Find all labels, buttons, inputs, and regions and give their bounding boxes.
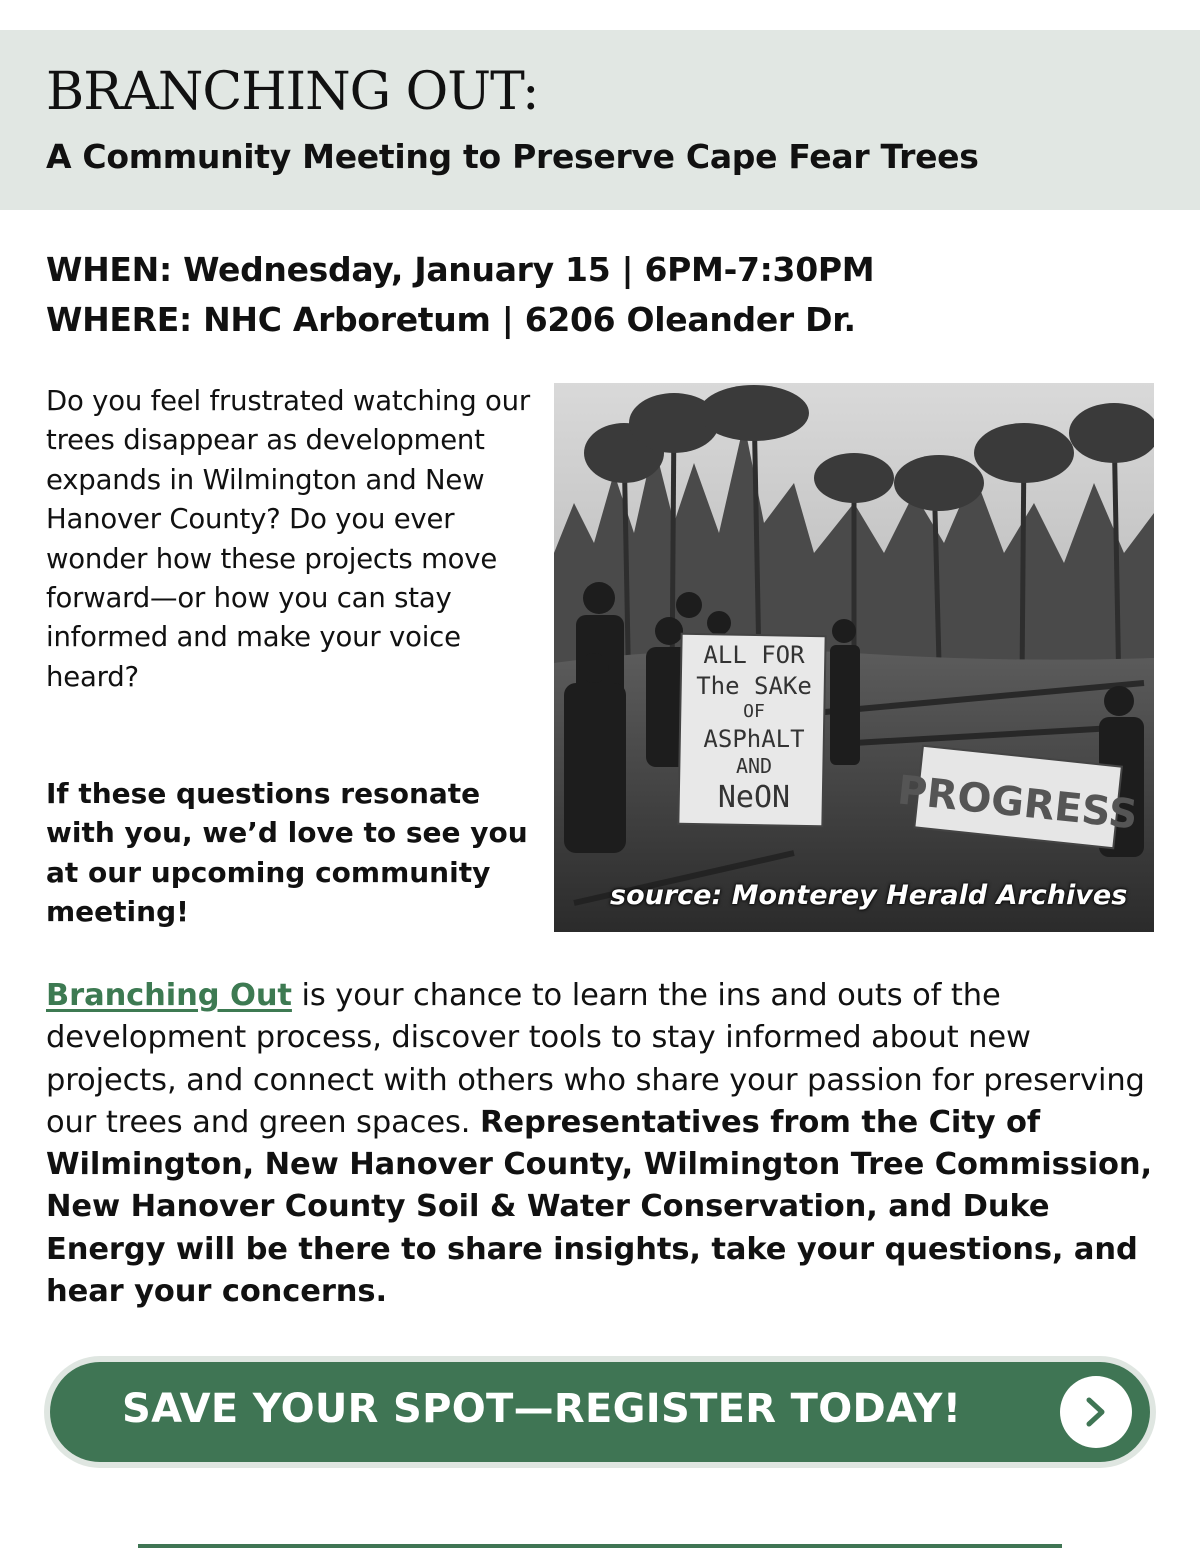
svg-text:AND: AND (735, 754, 773, 778)
protest-photo-illustration (554, 383, 1154, 932)
chevron-right-icon (1082, 1396, 1110, 1428)
branching-out-link[interactable]: Branching Out (46, 978, 292, 1013)
svg-text:OF: OF (743, 701, 765, 722)
event-when: WHEN: Wednesday, January 15 | 6PM-7:30PM (46, 250, 875, 289)
event-where: WHERE: NHC Arboretum | 6206 Oleander Dr. (46, 300, 856, 339)
svg-text:PROGRESS: PROGRESS (895, 767, 1140, 839)
bottom-divider (138, 1544, 1062, 1548)
register-button-circle[interactable] (1060, 1376, 1132, 1448)
svg-text:The SAKe: The SAKe (696, 672, 812, 700)
svg-text:ASPhALT: ASPhALT (703, 725, 805, 753)
page-title: BRANCHING OUT: (46, 62, 539, 122)
svg-text:NeON: NeON (717, 780, 791, 815)
archive-photo (554, 383, 1154, 932)
register-button-label: SAVE YOUR SPOT—REGISTER TODAY! (122, 1386, 962, 1432)
register-button[interactable] (50, 1362, 1150, 1462)
photo-caption: source: Monterey Herald Archives (610, 880, 1128, 911)
description-paragraph (46, 975, 1166, 1313)
page-subtitle: A Community Meeting to Preserve Cape Fear Trees (46, 137, 979, 176)
svg-text:ALL FOR: ALL FOR (703, 641, 805, 669)
intro-paragraph: Do you feel frustrated watching our trees disappear as development expands in Wilmington and New Hanover County? Do you ever wonder how these projects move forward—or how you can stay informed and make your voice heard? (46, 385, 530, 693)
callout-paragraph: If these questions resonate with you, we’d love to see you at our upcoming community meeting! (46, 777, 528, 929)
protest-sign-asphalt (678, 634, 825, 826)
representatives-text: Representatives from the City of Wilmington, New Hanover County, Wilmington Tree Commission, New Hanover County Soil & Water Conservation, and Duke Energy will be there to share insights, take your questions, and hear your concerns. (46, 1104, 1153, 1310)
description-text: is your chance to learn the ins and outs of the development process, discover tools to stay informed about new projects, and connect with others who share your passion for preserving our trees and green spaces. (46, 978, 1145, 1140)
